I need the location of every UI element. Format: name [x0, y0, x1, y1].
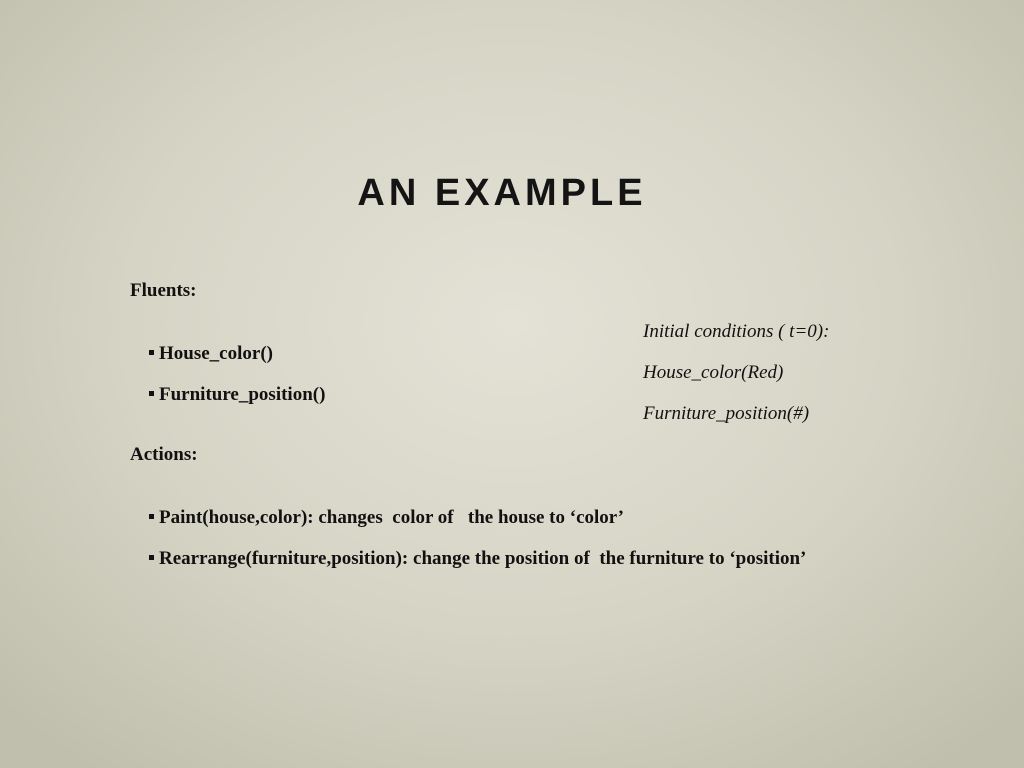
initial-condition-item: House_color(Red) [643, 362, 784, 383]
initial-conditions-heading: Initial conditions ( t=0): [643, 321, 830, 342]
bullet-icon [149, 555, 154, 560]
initial-condition-item: Furniture_position(#) [643, 403, 810, 424]
action-item [130, 526, 806, 592]
bullet-icon [149, 514, 154, 519]
action-item-label: Rearrange(furniture,position): change the position of the furniture to ‘position’ [159, 548, 807, 569]
fluents-heading: Fluents: [130, 280, 197, 301]
slide-title: AN EXAMPLE [357, 172, 647, 214]
action-item-label: Paint(house,color): changes color of the house to ‘color’ [159, 507, 624, 528]
bullet-icon [149, 350, 154, 355]
bullet-icon [149, 391, 154, 396]
fluent-item-label: Furniture_position() [159, 384, 326, 405]
fluent-item [130, 362, 325, 428]
actions-heading: Actions: [130, 444, 198, 465]
fluent-item-label: House_color() [159, 343, 273, 364]
